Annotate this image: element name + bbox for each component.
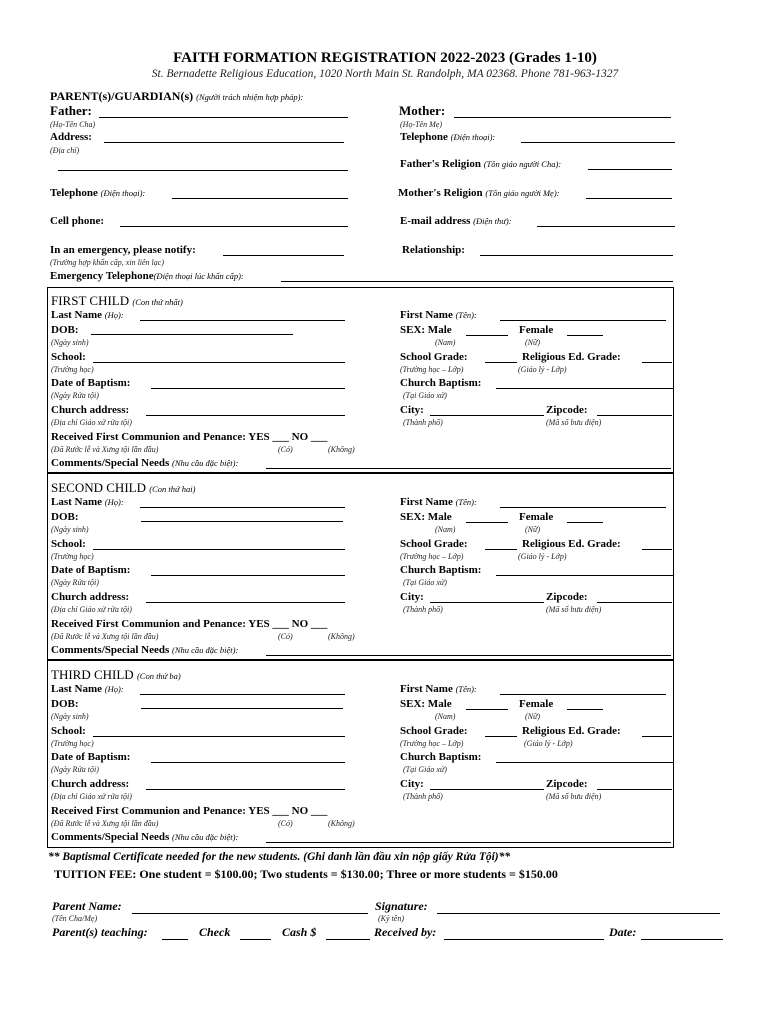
parent-name-line[interactable] [132,913,368,914]
school-grade-label: School Grade: [400,538,468,550]
male-line[interactable] [466,522,508,523]
emergency-phone-line[interactable] [281,281,673,282]
first-name-line[interactable] [500,694,666,695]
school-line[interactable] [93,736,345,737]
male-note: (Nam) [435,712,456,721]
city-label: City: [400,778,424,790]
child-header: SECOND CHILD (Con thứ hai) [51,480,196,495]
comments-line[interactable] [266,842,671,843]
city-line[interactable] [430,789,544,790]
parent-name-note: (Tên Cha/Mẹ) [52,914,98,923]
church-baptism-line[interactable] [496,575,674,576]
female-label: Female [519,511,554,523]
female-label: Female [519,698,554,710]
no-note: (Không) [328,445,355,454]
communion-note: (Đã Rước lễ và Xưng tội lần đầu) [51,632,159,641]
signature-line[interactable] [437,913,720,914]
city-note: (Thành phố) [403,418,443,427]
church-baptism-label: Church Baptism: [400,751,482,763]
dob-note: (Ngày sinh) [51,712,89,721]
last-name-label: Last Name (Họ): [51,683,124,695]
first-name-line[interactable] [500,507,666,508]
email-label: E-mail address (Điện thư): [400,215,512,227]
church-baptism-note: (Tại Giáo xứ) [403,391,447,400]
baptism-date-note: (Ngày Rửa tội) [51,578,99,587]
dob-line[interactable] [91,334,293,335]
parents-teaching-label: Parent(s) teaching: [52,925,148,939]
school-grade-note: (Trường học – Lớp) [400,739,464,748]
dob-line[interactable] [141,708,343,709]
first-name-label: First Name (Tên): [400,683,477,695]
comments-line[interactable] [266,655,671,656]
school-grade-line[interactable] [485,736,517,737]
city-note: (Thành phố) [403,792,443,801]
last-name-line[interactable] [140,694,345,695]
school-note: (Trường học) [51,739,94,748]
religious-grade-line[interactable] [642,736,672,737]
church-address-line[interactable] [146,415,345,416]
mother-label: Mother: [399,103,446,118]
no-note: (Không) [328,819,355,828]
religious-grade-note: (Giáo lý - Lớp) [524,739,573,748]
church-baptism-note: (Tại Giáo xứ) [403,765,447,774]
yes-note: (Có) [278,632,293,641]
dob-label: DOB: [51,698,79,710]
religious-grade-line[interactable] [642,549,672,550]
school-grade-line[interactable] [485,362,517,363]
communion-label: Received First Communion and Penance: YES ___ NO ___ [51,431,328,443]
church-baptism-label: Church Baptism: [400,564,482,576]
cash-line[interactable] [326,939,370,940]
school-label: School: [51,725,86,737]
last-name-line[interactable] [140,507,345,508]
comments-label: Comments/Special Needs (Nhu cầu đặc biệt): [51,457,239,469]
second-child-section [47,473,674,660]
church-address-line[interactable] [146,789,345,790]
male-note: (Nam) [435,338,456,347]
church-address-note: (Địa chỉ Giáo xứ rửa tội) [51,605,132,614]
no-note: (Không) [328,632,355,641]
yes-note: (Có) [278,819,293,828]
tuition-fee: TUITION FEE: One student = $100.00; Two students = $130.00; Three or more students = $150.00 [54,867,558,881]
male-note: (Nam) [435,525,456,534]
school-note: (Trường học) [51,552,94,561]
first-child-section [47,287,674,473]
religious-grade-note: (Giáo lý - Lớp) [518,365,567,374]
address-line-1[interactable] [104,142,344,143]
religious-grade-label: Religious Ed. Grade: [522,351,621,363]
sex-male-label: SEX: Male [400,324,452,336]
female-note: (Nữ) [525,338,541,347]
emergency-label: In an emergency, please notify: [50,244,196,256]
comments-line[interactable] [266,468,671,469]
school-grade-note: (Trường học – Lớp) [400,552,464,561]
baptism-date-line[interactable] [151,388,345,389]
mother-telephone-line[interactable] [521,142,675,143]
church-address-label: Church address: [51,591,130,603]
city-label: City: [400,404,424,416]
mother-telephone-label: Telephone (Điện thoại): [400,131,496,143]
communion-label: Received First Communion and Penance: YES ___ NO ___ [51,618,328,630]
school-grade-label: School Grade: [400,351,468,363]
sex-male-label: SEX: Male [400,698,452,710]
school-line[interactable] [93,549,345,550]
emergency-note: (Trường hợp khẩn cấp, xin liên lạc) [50,258,164,267]
school-line[interactable] [93,362,345,363]
dob-note: (Ngày sinh) [51,338,89,347]
date-label: Date: [609,925,637,939]
zipcode-label: Zipcode: [546,404,588,416]
signature-note: (Ký tên) [378,914,404,923]
relationship-line[interactable] [480,255,673,256]
mother-religion-line[interactable] [586,198,672,199]
dob-note: (Ngày sinh) [51,525,89,534]
last-name-line[interactable] [140,320,345,321]
church-baptism-label: Church Baptism: [400,377,482,389]
page-title: FAITH FORMATION REGISTRATION 2022-2023 (Grades 1-10) [173,50,597,66]
third-child-section [47,660,674,848]
school-grade-note: (Trường học – Lớp) [400,365,464,374]
church-baptism-line[interactable] [496,388,674,389]
parents-header: PARENT(s)/GUARDIAN(s) (Người trách nhiệm hợp pháp): [50,89,304,103]
female-note: (Nữ) [525,712,541,721]
yes-note: (Có) [278,445,293,454]
baptism-date-note: (Ngày Rửa tội) [51,391,99,400]
sex-male-label: SEX: Male [400,511,452,523]
church-address-note: (Địa chỉ Giáo xứ rửa tội) [51,418,132,427]
check-label: Check [199,925,231,939]
mother-note: (Họ-Tên Mẹ) [400,120,442,129]
email-line[interactable] [537,226,675,227]
dob-label: DOB: [51,511,79,523]
last-name-label: Last Name (Họ): [51,309,124,321]
zipcode-line[interactable] [597,415,672,416]
date-line[interactable] [641,939,723,940]
page-subtitle: St. Bernadette Religious Education, 1020 North Main St. Randolph, MA 02368. Phone 781-963-1327 [151,68,619,80]
father-telephone-label: Telephone (Điện thoại): [50,187,146,199]
city-note: (Thành phố) [403,605,443,614]
first-name-label: First Name (Tên): [400,309,477,321]
father-religion-label: Father's Religion (Tôn giáo người Cha): [400,158,562,170]
mother-line[interactable] [454,117,671,118]
zipcode-line[interactable] [597,789,672,790]
first-name-line[interactable] [500,320,666,321]
zipcode-label: Zipcode: [546,591,588,603]
dob-label: DOB: [51,324,79,336]
religious-grade-note: (Giáo lý - Lớp) [518,552,567,561]
baptism-date-label: Date of Baptism: [51,564,131,576]
emergency-line[interactable] [223,255,344,256]
zipcode-label: Zipcode: [546,778,588,790]
religious-grade-line[interactable] [642,362,672,363]
parents-teaching-line[interactable] [162,939,188,940]
relationship-label: Relationship: [402,244,465,256]
female-line[interactable] [567,522,603,523]
child-header: THIRD CHILD (Con thứ ba) [51,667,181,682]
received-by-line[interactable] [444,939,604,940]
baptismal-note: ** Baptismal Certificate needed for the new students. (Ghi danh lần đầu xin nộp giấy Rửa Tội)** [48,851,511,863]
emergency-phone-label: Emergency Telephone(Điện thoại lúc khẩn cấp): [50,270,244,282]
church-address-label: Church address: [51,404,130,416]
first-name-label: First Name (Tên): [400,496,477,508]
baptism-date-line[interactable] [151,762,345,763]
male-line[interactable] [466,335,508,336]
cash-label: Cash $ [282,925,317,939]
baptism-date-note: (Ngày Rửa tội) [51,765,99,774]
city-line[interactable] [430,602,544,603]
cell-phone-line[interactable] [120,226,348,227]
church-address-label: Church address: [51,778,130,790]
zipcode-note: (Mã số bưu điện) [546,605,602,614]
religious-grade-label: Religious Ed. Grade: [522,538,621,550]
school-note: (Trường học) [51,365,94,374]
comments-label: Comments/Special Needs (Nhu cầu đặc biệt): [51,644,239,656]
religious-grade-label: Religious Ed. Grade: [522,725,621,737]
city-line[interactable] [430,415,544,416]
zipcode-note: (Mã số bưu điện) [546,792,602,801]
communion-note: (Đã Rước lễ và Xưng tội lần đầu) [51,445,159,454]
church-baptism-line[interactable] [496,762,674,763]
baptism-date-line[interactable] [151,575,345,576]
address-note: (Địa chỉ) [50,146,80,155]
female-note: (Nữ) [525,525,541,534]
father-line[interactable] [99,117,348,118]
father-label: Father: [50,103,92,118]
male-line[interactable] [466,709,508,710]
signature-label: Signature: [375,899,428,913]
received-by-label: Received by: [374,925,437,939]
communion-note: (Đã Rước lễ và Xưng tội lần đầu) [51,819,159,828]
cell-phone-label: Cell phone: [50,215,105,227]
school-label: School: [51,538,86,550]
child-header: FIRST CHILD (Con thứ nhất) [51,293,183,308]
check-line[interactable] [240,939,271,940]
communion-label: Received First Communion and Penance: YES ___ NO ___ [51,805,328,817]
mother-religion-label: Mother's Religion (Tôn giáo người Mẹ): [398,187,560,199]
zipcode-note: (Mã số bưu điện) [546,418,602,427]
female-line[interactable] [567,709,603,710]
father-note: (Họ-Tên Cha) [50,120,96,129]
school-grade-line[interactable] [485,549,517,550]
last-name-label: Last Name (Họ): [51,496,124,508]
parent-name-label: Parent Name: [52,899,122,913]
address-label: Address: [50,131,92,143]
school-label: School: [51,351,86,363]
church-address-line[interactable] [146,602,345,603]
baptism-date-label: Date of Baptism: [51,751,131,763]
dob-line[interactable] [141,521,343,522]
address-line-2[interactable] [58,170,348,171]
school-grade-label: School Grade: [400,725,468,737]
comments-label: Comments/Special Needs (Nhu cầu đặc biệt): [51,831,239,843]
zipcode-line[interactable] [597,602,672,603]
father-religion-line[interactable] [588,169,672,170]
female-label: Female [519,324,554,336]
church-address-note: (Địa chỉ Giáo xứ rửa tội) [51,792,132,801]
father-telephone-line[interactable] [172,198,348,199]
city-label: City: [400,591,424,603]
female-line[interactable] [567,335,603,336]
church-baptism-note: (Tại Giáo xứ) [403,578,447,587]
baptism-date-label: Date of Baptism: [51,377,131,389]
